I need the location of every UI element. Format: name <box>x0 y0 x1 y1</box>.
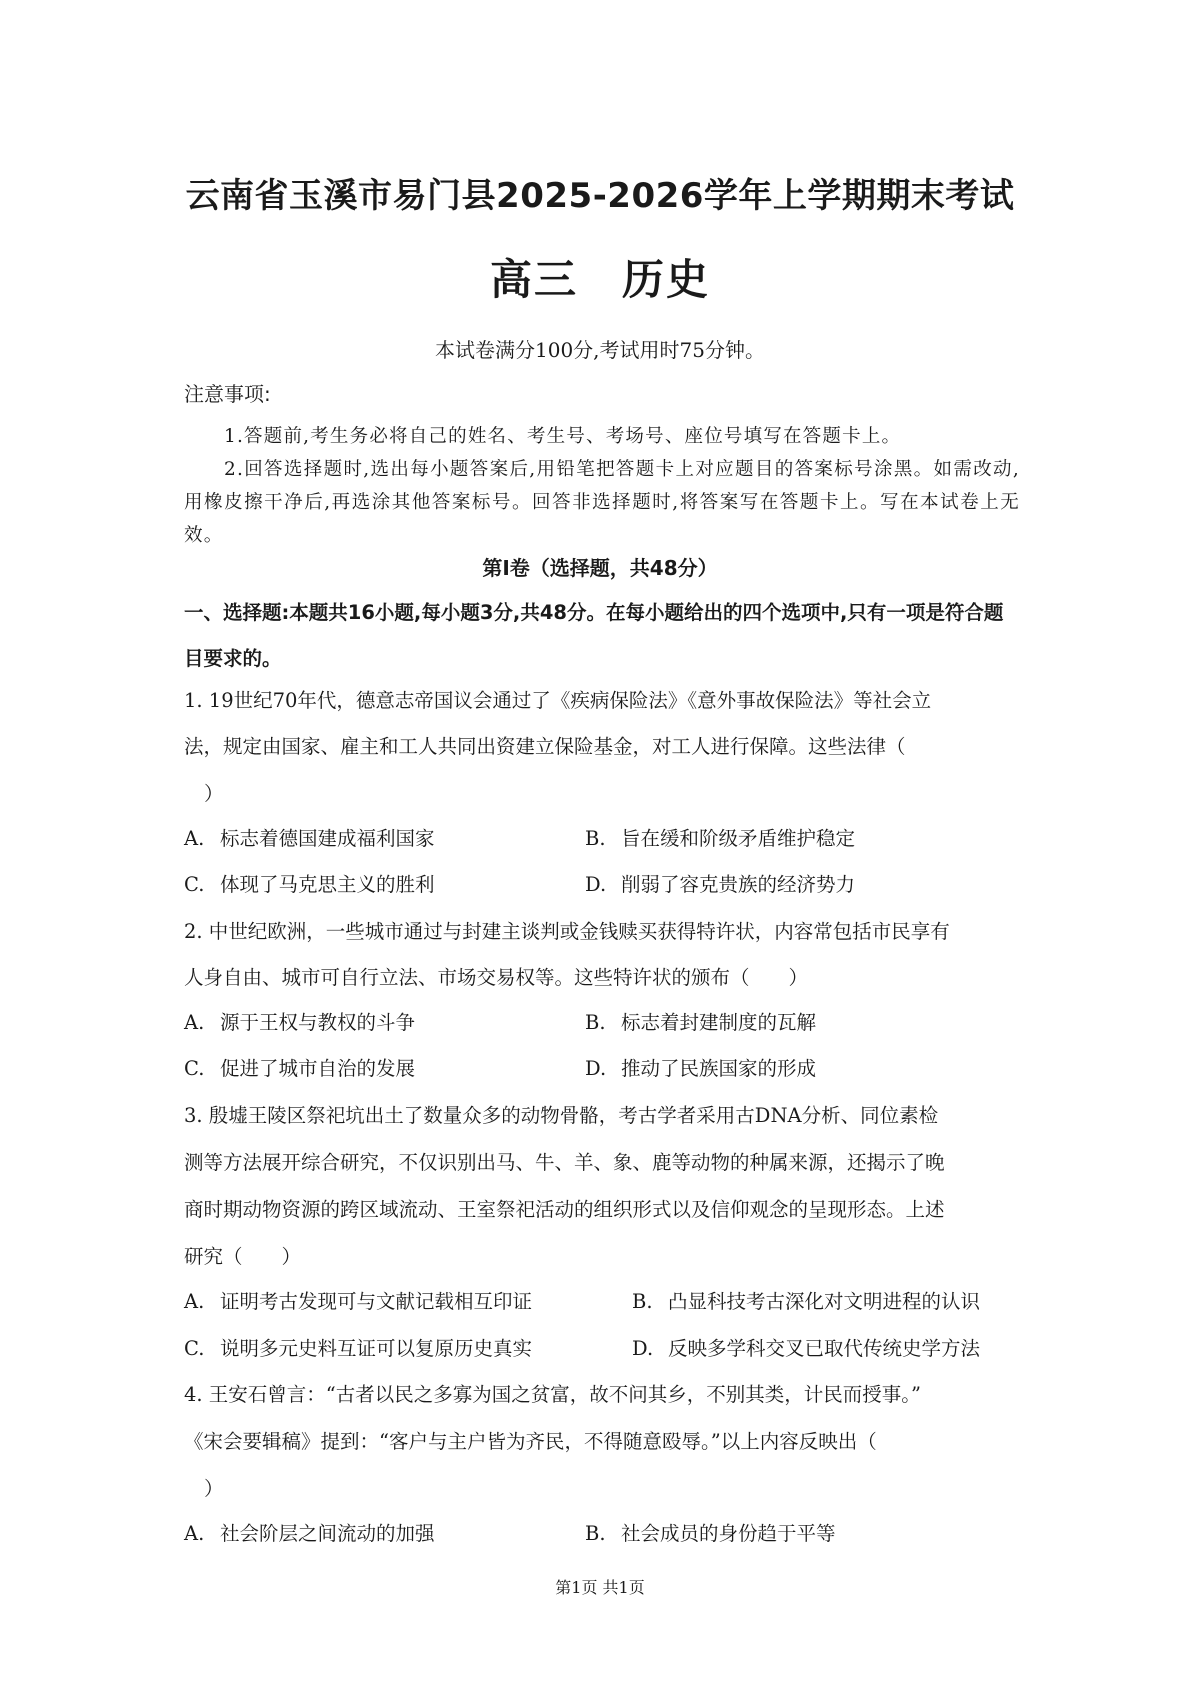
question-3-option-b <box>632 1286 980 1314</box>
question-1-line: 法，规定由国家、雇主和工人共同出资建立保险基金，对工人进行保障。这些法律（ <box>184 735 906 758</box>
question-3-option-d <box>632 1333 980 1361</box>
option-text: 说明多元史料互证可以复原历史真实 <box>220 1337 533 1360</box>
option-text: 凸显科技考古深化对文明进程的认识 <box>668 1290 981 1313</box>
option-letter: D. <box>585 1057 607 1080</box>
option-letter: C. <box>184 1337 205 1360</box>
question-2-line: 2. 中世纪欧洲，一些城市通过与封建主谈判或金钱赎买获得特许状，内容常包括市民享有 <box>184 920 950 943</box>
option-letter: A. <box>184 827 205 850</box>
question-1-line: ） <box>204 782 224 805</box>
option-text: 反映多学科交叉已取代传统史学方法 <box>668 1337 981 1360</box>
notice-block <box>184 420 1020 552</box>
option-letter: A. <box>184 1290 205 1313</box>
notice-item: 1.答题前,考生务必将自己的姓名、考生号、考场号、座位号填写在答题卡上。 <box>224 426 902 447</box>
option-text: 证明考古发现可与文献记载相互印证 <box>220 1290 533 1313</box>
notice-item: 2.回答选择题时,选出每小题答案后,用铅笔把答题卡上对应题目的答案标号涂黑。如需改动,用橡皮擦干净后,再选涂其他答案标号。回答非选择题时,将答案写在答题卡上。写在本试卷上无效。 <box>184 459 1020 546</box>
option-letter: A. <box>184 1011 205 1034</box>
question-3-line: 测等方法展开综合研究，不仅识别出马、牛、羊、象、鹿等动物的种属来源，还揭示了晚 <box>184 1151 945 1174</box>
question-4-line: 4. 王安石曾言：“古者以民之多寡为国之贫富，故不问其乡，不别其类，计民而授事。” <box>184 1383 921 1406</box>
question-2-option-a <box>184 1007 415 1035</box>
option-text: 社会阶层之间流动的加强 <box>220 1522 435 1545</box>
option-letter: B. <box>585 1522 606 1545</box>
option-letter: B. <box>632 1290 653 1313</box>
question-2-line: 人身自由、城市可自行立法、市场交易权等。这些特许状的颁布（ ） <box>184 966 809 989</box>
question-4-line: ） <box>204 1477 224 1500</box>
question-2-option-c <box>184 1053 415 1081</box>
option-letter: C. <box>184 1057 205 1080</box>
question-2-option-b <box>585 1007 816 1035</box>
exam-subject: 高三 历史 <box>489 255 710 304</box>
option-text: 推动了民族国家的形成 <box>621 1057 817 1080</box>
question-3-line: 研究（ ） <box>184 1245 302 1268</box>
option-text: 削弱了容克贵族的经济势力 <box>621 873 856 896</box>
question-3-line: 商时期动物资源的跨区域流动、王室祭祀活动的组织形式以及信仰观念的呈现形态。上述 <box>184 1198 945 1221</box>
question-3-line: 3. 殷墟王陵区祭祀坑出土了数量众多的动物骨骼，考古学者采用古DNA分析、同位素检 <box>184 1104 939 1127</box>
question-1-option-b <box>585 823 855 851</box>
option-letter: D. <box>585 873 607 896</box>
question-1-line: 1. 19世纪70年代，德意志帝国议会通过了《疾病保险法》《意外事故保险法》等社会立 <box>184 689 932 712</box>
section-title: 第I卷（选择题，共48分） <box>482 556 718 580</box>
part-instructions: 一、选择题:本题共16小题,每小题3分,共48分。在每小题给出的四个选项中,只有一项是符合题目要求的。 <box>184 601 1004 670</box>
option-letter: D. <box>632 1337 654 1360</box>
question-1-option-a <box>184 823 435 851</box>
question-4-line: 《宋会要辑稿》提到：“客户与主户皆为齐民，不得随意殴辱。”以上内容反映出（ <box>184 1430 877 1453</box>
question-1-option-d <box>585 869 855 897</box>
option-letter: B. <box>585 827 606 850</box>
question-4-option-a <box>184 1518 435 1546</box>
question-3-option-c <box>184 1333 532 1361</box>
option-letter: A. <box>184 1522 205 1545</box>
option-letter: B. <box>585 1011 606 1034</box>
option-text: 源于王权与教权的斗争 <box>220 1011 416 1034</box>
exam-title: 云南省玉溪市易门县2025-2026学年上学期期末考试 <box>185 176 1015 216</box>
exam-info: 本试卷满分100分,考试用时75分钟。 <box>435 338 765 362</box>
question-2-option-d <box>585 1053 816 1081</box>
option-letter: C. <box>184 873 205 896</box>
question-4-option-b <box>585 1518 836 1546</box>
question-3-option-a <box>184 1286 532 1314</box>
option-text: 社会成员的身份趋于平等 <box>621 1522 836 1545</box>
notice-heading: 注意事项: <box>184 382 271 406</box>
option-text: 旨在缓和阶级矛盾维护稳定 <box>621 827 856 850</box>
page-footer: 第1页 共1页 <box>555 1578 645 1597</box>
option-text: 标志着德国建成福利国家 <box>220 827 435 850</box>
option-text: 标志着封建制度的瓦解 <box>621 1011 817 1034</box>
option-text: 促进了城市自治的发展 <box>220 1057 416 1080</box>
question-1-option-c <box>184 869 435 897</box>
option-text: 体现了马克思主义的胜利 <box>220 873 435 896</box>
